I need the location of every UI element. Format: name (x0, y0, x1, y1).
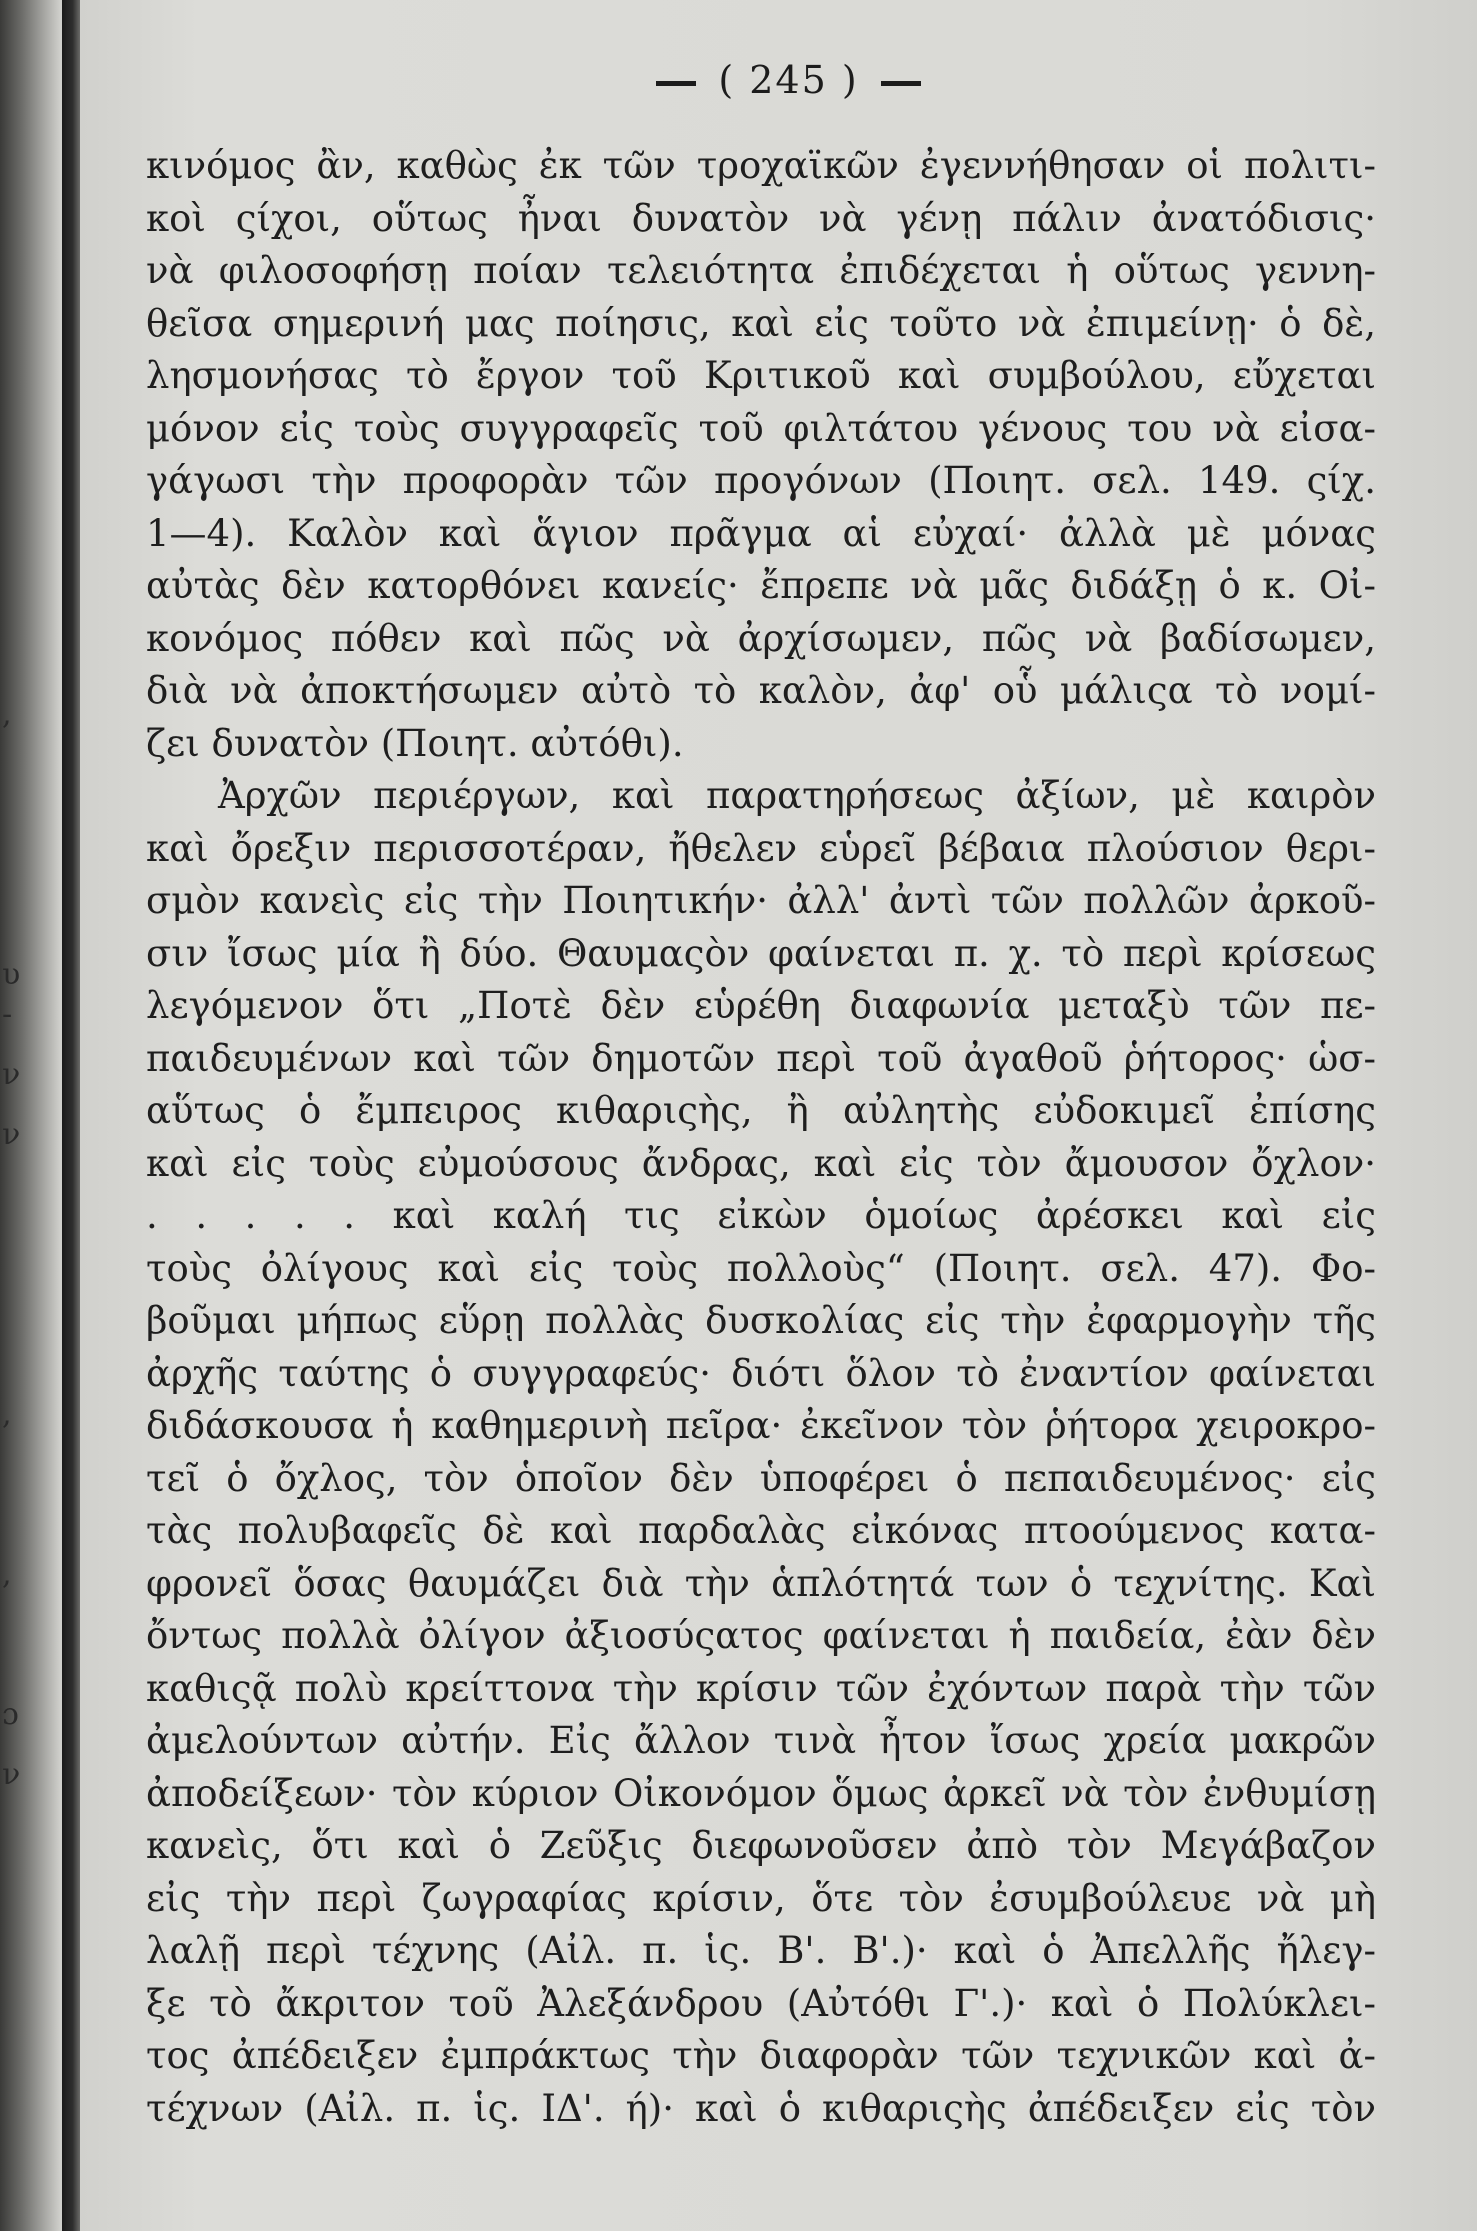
text-line: ἀμελούντων αὐτήν. Εἰς ἄλλον τινὰ ἦτον ἴσως χρεία μακρῶν (146, 1719, 1376, 1762)
header-left-paren: ( (718, 58, 736, 102)
text-line: διὰ νὰ ἀποκτήσωμεν αὐτὸ τὸ καλὸν, ἀφ' οὗ μάλιςα τὸ νομί- (146, 669, 1376, 712)
header-right-dash (881, 81, 921, 86)
text-line: διδάσκουσα ἡ καθημερινὴ πεῖρα· ἐκεῖνον τὸν ῥήτορα χειροκρο- (146, 1404, 1376, 1447)
text-line: ζει δυνατὸν (Ποιητ. αὐτόθι). (146, 721, 684, 765)
left-margin-bleed-marks: , υ - ν ν , , ɔ ν (2, 697, 21, 1792)
text-line: τοὺς ὀλίγους καὶ εἰς τοὺς πολλοὺς“ (Ποιητ. σελ. 47). Φο- (146, 1246, 1376, 1290)
text-line: παιδευμένων καὶ τῶν δημοτῶν περὶ τοῦ ἀγαθοῦ ῥήτορος· ὡσ- (146, 1036, 1376, 1080)
text-line: κανεὶς, ὅτι καὶ ὁ Ζεῦξις διεφωνοῦσεν ἀπὸ τὸν Μεγάβαζον (146, 1824, 1376, 1867)
text-line: φρονεῖ ὅσας θαυμάζει διὰ τὴν ἁπλότητά των ὁ τεχνίτης. Καὶ (146, 1561, 1376, 1605)
text-line: λαλῇ περὶ τέχνης (Αἰλ. π. ἱς. Β'. Β'.)· καὶ ὁ Ἀπελλῆς ἤλεγ- (146, 1929, 1376, 1972)
text-line: λεγόμενον ὅτι „Ποτὲ δὲν εὑρέθη διαφωνία μεταξὺ τῶν πε- (146, 984, 1376, 1027)
text-line: τὰς πολυβαφεῖς δὲ καὶ παρδαλὰς εἰκόνας πτοούμενος κατα- (146, 1509, 1376, 1552)
text-line: αὐτὰς δὲν κατορθόνει κανείς· ἔπρεπε νὰ μᾶς διδάξῃ ὁ κ. Οἰ- (146, 564, 1376, 607)
text-line: καὶ ὄρεξιν περισσοτέραν, ἤθελεν εὑρεῖ βέβαια πλούσιον θερι- (146, 826, 1376, 870)
text-line: αὕτως ὁ ἔμπειρος κιθαριςὴς, ἢ αὐλητὴς εὐδοκιμεῖ ἐπίσης (146, 1089, 1376, 1132)
text-line: 1—4). Καλὸν καὶ ἅγιον πρᾶγμα αἱ εὐχαί· ἀλλὰ μὲ μόνας (146, 511, 1376, 555)
text-line: βοῦμαι μήπως εὕρῃ πολλὰς δυσκολίας εἰς τὴν ἐφαρμογὴν τῆς (146, 1299, 1376, 1342)
text-line: λησμονήσας τὸ ἔργον τοῦ Κριτικοῦ καὶ συμβούλου, εὔχεται (146, 354, 1376, 397)
text-line: νὰ φιλοσοφήσῃ ποίαν τελειότητα ἐπιδέχεται ἡ οὕτως γεννη- (146, 249, 1376, 292)
text-line-paragraph-start: Ἀρχῶν περιέργων, καὶ παρατηρήσεως ἀξίων, μὲ καιρὸν (218, 774, 1376, 817)
text-line: . . . . . καὶ καλή τις εἰκὼν ὁμοίως ἀρέσκει καὶ εἰς (146, 1194, 1376, 1237)
text-line: κονόμος πόθεν καὶ πῶς νὰ ἀρχίσωμεν, πῶς νὰ βαδίσωμεν, (146, 616, 1376, 660)
text-line: κοὶ ςίχοι, οὕτως ἦναι δυνατὸν νὰ γένῃ πάλιν ἀνατόδισις· (146, 196, 1376, 240)
text-line: ξε τὸ ἄκριτον τοῦ Ἀλεξάνδρου (Αὐτόθι Γ'.)· καὶ ὁ Πολύκλει- (146, 1981, 1376, 2025)
page-number: 245 (749, 58, 828, 102)
book-page (100, 0, 1477, 2231)
text-line: τος ἀπέδειξεν ἐμπράκτως τὴν διαφορὰν τῶν τεχνικῶν καὶ ἀ- (146, 2034, 1376, 2077)
header-right-paren: ) (841, 58, 859, 102)
text-line: καθιςᾷ πολὺ κρείττονα τὴν κρίσιν τῶν ἐχόντων παρὰ τὴν τῶν (146, 1666, 1376, 1710)
text-line: σμὸν κανεὶς εἰς τὴν Ποιητικήν· ἀλλ' ἀντὶ τῶν πολλῶν ἀρκοῦ- (146, 879, 1376, 922)
text-line: τέχνων (Αἰλ. π. ἱς. ΙΔ'. ή)· καὶ ὁ κιθαριςὴς ἀπέδειξεν εἰς τὸν (146, 2086, 1376, 2130)
text-line: γάγωσι τὴν προφορὰν τῶν προγόνων (Ποιητ. σελ. 149. ςίχ. (146, 459, 1376, 502)
page-header (100, 58, 1477, 102)
text-line: ἀποδείξεων· τὸν κύριον Οἰκονόμον ὅμως ἀρκεῖ νὰ τὸν ἐνθυμίσῃ (146, 1771, 1376, 1815)
text-line: σιν ἴσως μία ἢ δύο. Θαυμαςὸν φαίνεται π. χ. τὸ περὶ κρίσεως (146, 931, 1376, 975)
text-line: ἀρχῆς ταύτης ὁ συγγραφεύς· διότι ὅλον τὸ ἐναντίον φαίνεται (146, 1351, 1376, 1395)
text-line: ὄντως πολλὰ ὀλίγον ἀξιοσύςατος φαίνεται ἡ παιδεία, ἐὰν δὲν (146, 1614, 1376, 1657)
text-line: εἰς τὴν περὶ ζωγραφίας κρίσιν, ὅτε τὸν ἐσυμβούλευε νὰ μὴ (146, 1876, 1376, 1920)
text-line: κινόμος ἂν, καθὼς ἐκ τῶν τροχαϊκῶν ἐγεννήθησαν οἱ πολιτι- (146, 144, 1376, 187)
body-text (146, 140, 1376, 2135)
book-spine-shadow (62, 0, 80, 2231)
text-line: μόνον εἰς τοὺς συγγραφεῖς τοῦ φιλτάτου γένους του νὰ εἰσα- (146, 406, 1376, 450)
text-line: τεῖ ὁ ὄχλος, τὸν ὁποῖον δὲν ὑποφέρει ὁ πεπαιδευμένος· εἰς (146, 1456, 1376, 1500)
text-line: θεῖσα σημερινή μας ποίησις, καὶ εἰς τοῦτο νὰ ἐπιμείνῃ· ὁ δὲ, (146, 301, 1376, 345)
header-left-dash (656, 81, 696, 86)
text-line: καὶ εἰς τοὺς εὐμούσους ἄνδρας, καὶ εἰς τὸν ἄμουσον ὄχλον· (146, 1141, 1376, 1185)
